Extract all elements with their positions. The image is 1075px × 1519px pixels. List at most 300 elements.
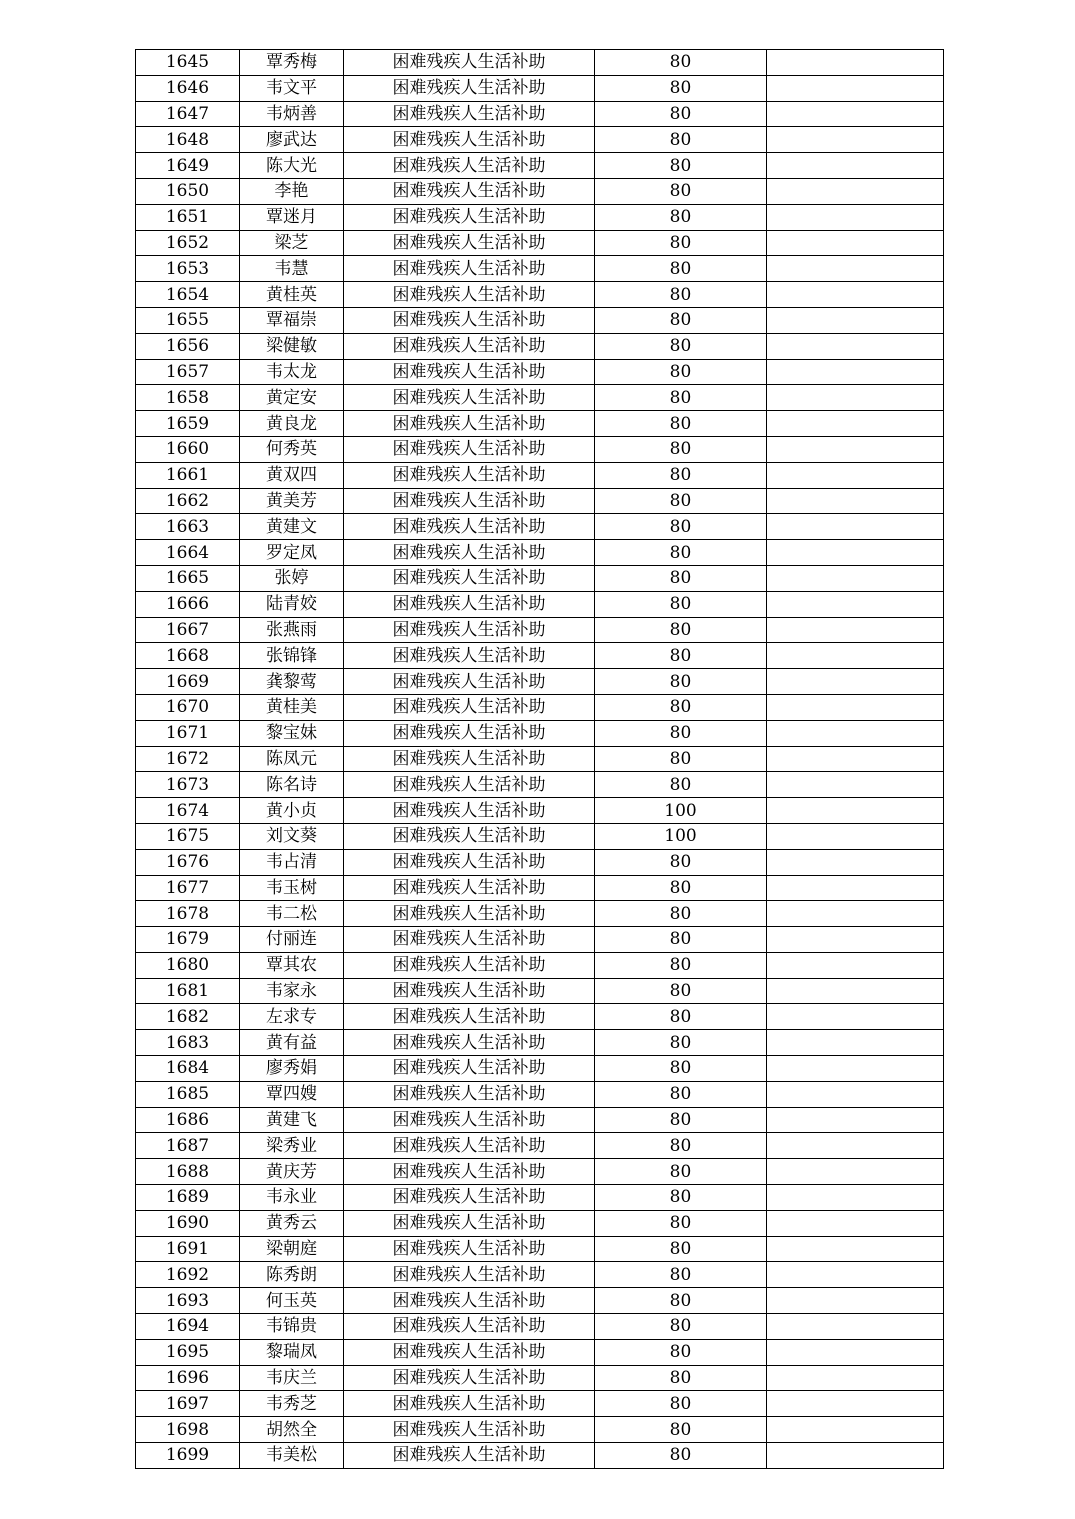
subsidy-type-cell: 困难残疾人生活补助 (344, 101, 595, 127)
note-cell (767, 901, 944, 927)
table-row (136, 178, 944, 204)
note-cell (767, 669, 944, 695)
name-cell: 韦锦贵 (240, 1314, 344, 1340)
amount-cell: 80 (595, 1185, 767, 1211)
amount-cell: 80 (595, 256, 767, 282)
note-cell (767, 1365, 944, 1391)
name-cell: 韦美松 (240, 1443, 344, 1469)
row-number-cell: 1674 (136, 798, 240, 824)
row-number-cell: 1683 (136, 1030, 240, 1056)
amount-cell: 80 (595, 540, 767, 566)
name-cell: 梁健敏 (240, 333, 344, 359)
amount-cell: 80 (595, 875, 767, 901)
row-number-cell: 1656 (136, 333, 240, 359)
amount-cell: 80 (595, 978, 767, 1004)
row-number-cell: 1682 (136, 1004, 240, 1030)
subsidy-type-cell: 困难残疾人生活补助 (344, 694, 595, 720)
subsidy-type-cell: 困难残疾人生活补助 (344, 1443, 595, 1469)
amount-cell: 80 (595, 282, 767, 308)
table-row (136, 875, 944, 901)
subsidy-type-cell: 困难残疾人生活补助 (344, 1314, 595, 1340)
subsidy-type-cell: 困难残疾人生活补助 (344, 952, 595, 978)
name-cell: 陆青姣 (240, 591, 344, 617)
amount-cell: 80 (595, 591, 767, 617)
amount-cell: 80 (595, 643, 767, 669)
note-cell (767, 50, 944, 76)
name-cell: 龚黎莺 (240, 669, 344, 695)
table-row (136, 823, 944, 849)
table-row (136, 411, 944, 437)
subsidy-type-cell: 困难残疾人生活补助 (344, 411, 595, 437)
amount-cell: 80 (595, 514, 767, 540)
name-cell: 黎瑞凤 (240, 1339, 344, 1365)
row-number-cell: 1666 (136, 591, 240, 617)
name-cell: 陈凤元 (240, 746, 344, 772)
subsidy-type-cell: 困难残疾人生活补助 (344, 1236, 595, 1262)
subsidy-type-cell: 困难残疾人生活补助 (344, 1107, 595, 1133)
note-cell (767, 1417, 944, 1443)
row-number-cell: 1663 (136, 514, 240, 540)
note-cell (767, 1391, 944, 1417)
subsidy-type-cell: 困难残疾人生活补助 (344, 75, 595, 101)
amount-cell: 80 (595, 901, 767, 927)
row-number-cell: 1658 (136, 385, 240, 411)
table-row (136, 514, 944, 540)
row-number-cell: 1671 (136, 720, 240, 746)
table-row (136, 153, 944, 179)
amount-cell: 80 (595, 385, 767, 411)
name-cell: 黎宝妹 (240, 720, 344, 746)
row-number-cell: 1687 (136, 1133, 240, 1159)
subsidy-type-cell: 困难残疾人生活补助 (344, 333, 595, 359)
note-cell (767, 127, 944, 153)
row-number-cell: 1673 (136, 772, 240, 798)
note-cell (767, 153, 944, 179)
amount-cell: 80 (595, 617, 767, 643)
amount-cell: 80 (595, 1159, 767, 1185)
note-cell (767, 617, 944, 643)
table-row (136, 488, 944, 514)
subsidy-type-cell: 困难残疾人生活补助 (344, 720, 595, 746)
row-number-cell: 1668 (136, 643, 240, 669)
row-number-cell: 1689 (136, 1185, 240, 1211)
note-cell (767, 1056, 944, 1082)
table-row (136, 230, 944, 256)
subsidy-type-cell: 困难残疾人生活补助 (344, 1056, 595, 1082)
note-cell (767, 1107, 944, 1133)
note-cell (767, 643, 944, 669)
table-row (136, 1030, 944, 1056)
amount-cell: 80 (595, 1391, 767, 1417)
amount-cell: 80 (595, 849, 767, 875)
amount-cell: 80 (595, 1081, 767, 1107)
amount-cell: 80 (595, 462, 767, 488)
subsidy-type-cell: 困难残疾人生活补助 (344, 462, 595, 488)
table-row (136, 1133, 944, 1159)
note-cell (767, 1159, 944, 1185)
row-number-cell: 1662 (136, 488, 240, 514)
table-row (136, 1391, 944, 1417)
row-number-cell: 1692 (136, 1262, 240, 1288)
subsidy-type-cell: 困难残疾人生活补助 (344, 772, 595, 798)
note-cell (767, 359, 944, 385)
row-number-cell: 1661 (136, 462, 240, 488)
name-cell: 韦秀芝 (240, 1391, 344, 1417)
note-cell (767, 101, 944, 127)
table-row (136, 1288, 944, 1314)
amount-cell: 80 (595, 952, 767, 978)
subsidy-type-cell: 困难残疾人生活补助 (344, 256, 595, 282)
table-row (136, 978, 944, 1004)
subsidy-type-cell: 困难残疾人生活补助 (344, 359, 595, 385)
table-row (136, 591, 944, 617)
subsidy-type-cell: 困难残疾人生活补助 (344, 1030, 595, 1056)
row-number-cell: 1697 (136, 1391, 240, 1417)
table-row (136, 101, 944, 127)
note-cell (767, 333, 944, 359)
subsidy-type-cell: 困难残疾人生活补助 (344, 901, 595, 927)
note-cell (767, 565, 944, 591)
amount-cell: 80 (595, 127, 767, 153)
subsidy-type-cell: 困难残疾人生活补助 (344, 436, 595, 462)
amount-cell: 80 (595, 75, 767, 101)
subsidy-type-cell: 困难残疾人生活补助 (344, 1004, 595, 1030)
note-cell (767, 204, 944, 230)
subsidy-type-cell: 困难残疾人生活补助 (344, 1081, 595, 1107)
amount-cell: 80 (595, 1004, 767, 1030)
name-cell: 梁秀业 (240, 1133, 344, 1159)
note-cell (767, 772, 944, 798)
table-row (136, 1004, 944, 1030)
name-cell: 陈名诗 (240, 772, 344, 798)
note-cell (767, 591, 944, 617)
amount-cell: 100 (595, 798, 767, 824)
table-row (136, 1210, 944, 1236)
note-cell (767, 875, 944, 901)
name-cell: 韦庆兰 (240, 1365, 344, 1391)
row-number-cell: 1659 (136, 411, 240, 437)
row-number-cell: 1670 (136, 694, 240, 720)
name-cell: 付丽连 (240, 927, 344, 953)
subsidy-type-cell: 困难残疾人生活补助 (344, 669, 595, 695)
table-row (136, 127, 944, 153)
amount-cell: 80 (595, 50, 767, 76)
table-row (136, 50, 944, 76)
row-number-cell: 1667 (136, 617, 240, 643)
name-cell: 韦二松 (240, 901, 344, 927)
amount-cell: 80 (595, 1210, 767, 1236)
name-cell: 韦太龙 (240, 359, 344, 385)
note-cell (767, 720, 944, 746)
amount-cell: 80 (595, 1107, 767, 1133)
subsidy-type-cell: 困难残疾人生活补助 (344, 746, 595, 772)
row-number-cell: 1648 (136, 127, 240, 153)
row-number-cell: 1688 (136, 1159, 240, 1185)
table-row (136, 798, 944, 824)
amount-cell: 80 (595, 333, 767, 359)
subsidy-type-cell: 困难残疾人生活补助 (344, 1288, 595, 1314)
name-cell: 张锦锋 (240, 643, 344, 669)
table-row (136, 436, 944, 462)
subsidy-type-cell: 困难残疾人生活补助 (344, 1365, 595, 1391)
name-cell: 黄双四 (240, 462, 344, 488)
subsidy-table (135, 49, 944, 1469)
row-number-cell: 1655 (136, 307, 240, 333)
row-number-cell: 1657 (136, 359, 240, 385)
name-cell: 陈秀朗 (240, 1262, 344, 1288)
name-cell: 左求专 (240, 1004, 344, 1030)
name-cell: 黄建飞 (240, 1107, 344, 1133)
row-number-cell: 1650 (136, 178, 240, 204)
name-cell: 黄庆芳 (240, 1159, 344, 1185)
table-row (136, 1159, 944, 1185)
subsidy-type-cell: 困难残疾人生活补助 (344, 1133, 595, 1159)
table-row (136, 1339, 944, 1365)
subsidy-type-cell: 困难残疾人生活补助 (344, 927, 595, 953)
table-row (136, 540, 944, 566)
amount-cell: 80 (595, 1262, 767, 1288)
row-number-cell: 1664 (136, 540, 240, 566)
subsidy-type-cell: 困难残疾人生活补助 (344, 643, 595, 669)
amount-cell: 80 (595, 436, 767, 462)
row-number-cell: 1695 (136, 1339, 240, 1365)
note-cell (767, 436, 944, 462)
amount-cell: 80 (595, 694, 767, 720)
amount-cell: 80 (595, 1288, 767, 1314)
note-cell (767, 746, 944, 772)
table-row (136, 565, 944, 591)
name-cell: 覃四嫂 (240, 1081, 344, 1107)
note-cell (767, 927, 944, 953)
subsidy-type-cell: 困难残疾人生活补助 (344, 1339, 595, 1365)
table-row (136, 333, 944, 359)
subsidy-type-cell: 困难残疾人生活补助 (344, 1262, 595, 1288)
subsidy-table-body (136, 50, 944, 1469)
name-cell: 何秀英 (240, 436, 344, 462)
name-cell: 黄桂美 (240, 694, 344, 720)
name-cell: 覃秀梅 (240, 50, 344, 76)
row-number-cell: 1696 (136, 1365, 240, 1391)
table-row (136, 927, 944, 953)
table-row (136, 669, 944, 695)
amount-cell: 80 (595, 204, 767, 230)
amount-cell: 80 (595, 669, 767, 695)
table-row (136, 462, 944, 488)
note-cell (767, 1004, 944, 1030)
subsidy-type-cell: 困难残疾人生活补助 (344, 178, 595, 204)
row-number-cell: 1652 (136, 230, 240, 256)
subsidy-type-cell: 困难残疾人生活补助 (344, 307, 595, 333)
note-cell (767, 1236, 944, 1262)
subsidy-type-cell: 困难残疾人生活补助 (344, 875, 595, 901)
note-cell (767, 1081, 944, 1107)
amount-cell: 80 (595, 1417, 767, 1443)
note-cell (767, 1185, 944, 1211)
row-number-cell: 1654 (136, 282, 240, 308)
name-cell: 梁芝 (240, 230, 344, 256)
table-row (136, 643, 944, 669)
name-cell: 韦家永 (240, 978, 344, 1004)
row-number-cell: 1699 (136, 1443, 240, 1469)
subsidy-type-cell: 困难残疾人生活补助 (344, 617, 595, 643)
name-cell: 覃福崇 (240, 307, 344, 333)
amount-cell: 80 (595, 488, 767, 514)
subsidy-type-cell: 困难残疾人生活补助 (344, 127, 595, 153)
name-cell: 黄小贞 (240, 798, 344, 824)
table-row (136, 901, 944, 927)
subsidy-type-cell: 困难残疾人生活补助 (344, 488, 595, 514)
subsidy-type-cell: 困难残疾人生活补助 (344, 1185, 595, 1211)
table-row (136, 617, 944, 643)
note-cell (767, 540, 944, 566)
note-cell (767, 1262, 944, 1288)
amount-cell: 80 (595, 1365, 767, 1391)
note-cell (767, 514, 944, 540)
row-number-cell: 1690 (136, 1210, 240, 1236)
note-cell (767, 462, 944, 488)
amount-cell: 80 (595, 153, 767, 179)
subsidy-type-cell: 困难残疾人生活补助 (344, 1391, 595, 1417)
row-number-cell: 1693 (136, 1288, 240, 1314)
note-cell (767, 1339, 944, 1365)
table-row (136, 385, 944, 411)
row-number-cell: 1681 (136, 978, 240, 1004)
note-cell (767, 75, 944, 101)
note-cell (767, 385, 944, 411)
subsidy-type-cell: 困难残疾人生活补助 (344, 230, 595, 256)
row-number-cell: 1649 (136, 153, 240, 179)
row-number-cell: 1647 (136, 101, 240, 127)
subsidy-type-cell: 困难残疾人生活补助 (344, 282, 595, 308)
amount-cell: 80 (595, 1314, 767, 1340)
name-cell: 张婷 (240, 565, 344, 591)
row-number-cell: 1672 (136, 746, 240, 772)
name-cell: 刘文葵 (240, 823, 344, 849)
amount-cell: 80 (595, 927, 767, 953)
subsidy-type-cell: 困难残疾人生活补助 (344, 978, 595, 1004)
subsidy-type-cell: 困难残疾人生活补助 (344, 1417, 595, 1443)
amount-cell: 80 (595, 178, 767, 204)
table-row (136, 1056, 944, 1082)
amount-cell: 80 (595, 411, 767, 437)
row-number-cell: 1685 (136, 1081, 240, 1107)
note-cell (767, 1030, 944, 1056)
amount-cell: 80 (595, 1236, 767, 1262)
table-row (136, 1417, 944, 1443)
table-row (136, 204, 944, 230)
name-cell: 黄良龙 (240, 411, 344, 437)
amount-cell: 80 (595, 101, 767, 127)
table-row (136, 359, 944, 385)
name-cell: 黄秀云 (240, 1210, 344, 1236)
note-cell (767, 823, 944, 849)
note-cell (767, 978, 944, 1004)
row-number-cell: 1660 (136, 436, 240, 462)
table-row (136, 1081, 944, 1107)
table-row (136, 1443, 944, 1469)
table-row (136, 772, 944, 798)
table-row (136, 75, 944, 101)
name-cell: 黄定安 (240, 385, 344, 411)
amount-cell: 80 (595, 772, 767, 798)
note-cell (767, 282, 944, 308)
note-cell (767, 256, 944, 282)
subsidy-type-cell: 困难残疾人生活补助 (344, 565, 595, 591)
subsidy-type-cell: 困难残疾人生活补助 (344, 204, 595, 230)
subsidy-type-cell: 困难残疾人生活补助 (344, 798, 595, 824)
amount-cell: 80 (595, 1443, 767, 1469)
amount-cell: 80 (595, 1339, 767, 1365)
note-cell (767, 1443, 944, 1469)
row-number-cell: 1678 (136, 901, 240, 927)
amount-cell: 80 (595, 1133, 767, 1159)
table-row (136, 694, 944, 720)
subsidy-type-cell: 困难残疾人生活补助 (344, 849, 595, 875)
table-row (136, 720, 944, 746)
row-number-cell: 1646 (136, 75, 240, 101)
name-cell: 黄有益 (240, 1030, 344, 1056)
subsidy-type-cell: 困难残疾人生活补助 (344, 50, 595, 76)
name-cell: 覃迷月 (240, 204, 344, 230)
table-row (136, 1314, 944, 1340)
table-row (136, 1365, 944, 1391)
name-cell: 李艳 (240, 178, 344, 204)
row-number-cell: 1698 (136, 1417, 240, 1443)
note-cell (767, 849, 944, 875)
row-number-cell: 1653 (136, 256, 240, 282)
note-cell (767, 694, 944, 720)
name-cell: 黄美芳 (240, 488, 344, 514)
name-cell: 黄建文 (240, 514, 344, 540)
table-row (136, 282, 944, 308)
row-number-cell: 1675 (136, 823, 240, 849)
subsidy-type-cell: 困难残疾人生活补助 (344, 823, 595, 849)
name-cell: 黄桂英 (240, 282, 344, 308)
name-cell: 覃其农 (240, 952, 344, 978)
table-row (136, 307, 944, 333)
subsidy-type-cell: 困难残疾人生活补助 (344, 385, 595, 411)
amount-cell: 80 (595, 307, 767, 333)
subsidy-type-cell: 困难残疾人生活补助 (344, 514, 595, 540)
row-number-cell: 1694 (136, 1314, 240, 1340)
row-number-cell: 1669 (136, 669, 240, 695)
note-cell (767, 1133, 944, 1159)
subsidy-type-cell: 困难残疾人生活补助 (344, 1210, 595, 1236)
amount-cell: 80 (595, 565, 767, 591)
table-row (136, 1236, 944, 1262)
note-cell (767, 1314, 944, 1340)
row-number-cell: 1645 (136, 50, 240, 76)
name-cell: 韦玉树 (240, 875, 344, 901)
note-cell (767, 1288, 944, 1314)
name-cell: 廖秀娟 (240, 1056, 344, 1082)
amount-cell: 80 (595, 746, 767, 772)
name-cell: 梁朝庭 (240, 1236, 344, 1262)
note-cell (767, 1210, 944, 1236)
row-number-cell: 1684 (136, 1056, 240, 1082)
row-number-cell: 1686 (136, 1107, 240, 1133)
note-cell (767, 411, 944, 437)
name-cell: 韦慧 (240, 256, 344, 282)
amount-cell: 80 (595, 359, 767, 385)
table-row (136, 1262, 944, 1288)
table-row (136, 256, 944, 282)
table-row (136, 1107, 944, 1133)
note-cell (767, 488, 944, 514)
subsidy-type-cell: 困难残疾人生活补助 (344, 1159, 595, 1185)
note-cell (767, 230, 944, 256)
name-cell: 张燕雨 (240, 617, 344, 643)
